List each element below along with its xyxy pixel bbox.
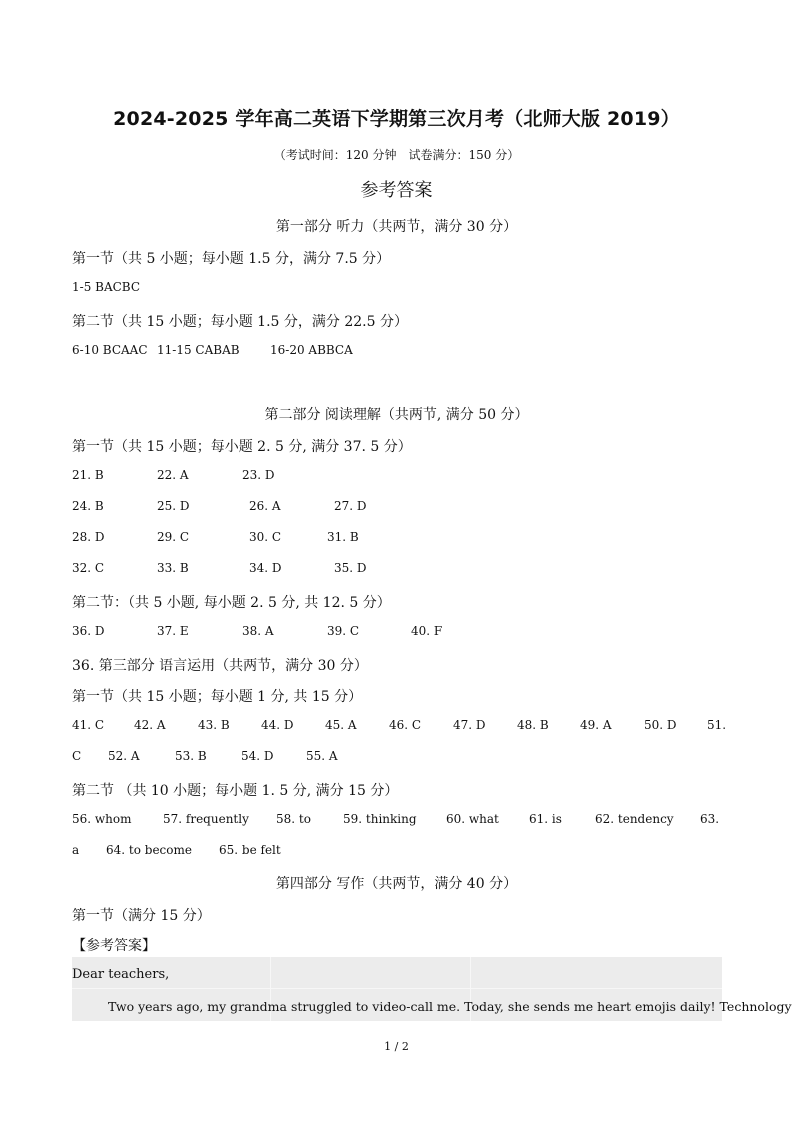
answer-item: 48. B [517,718,549,732]
answer-item: 59. thinking [343,812,417,826]
answer-item: 43. B [198,718,230,732]
answer-item: 62. tendency [595,812,674,826]
essay-line: Two years ago, my grandma struggled to video-call me. Today, she sends me heart emojis daily! Technology [108,999,792,1014]
part2-heading: 第二部分 阅读理解（共两节, 满分 50 分） [264,407,529,423]
answer-item: 28. D [72,530,105,544]
answer-item: 29. C [157,530,190,544]
answer-item: 33. B [157,561,189,575]
answer-item: 23. D [242,468,275,482]
exam-info: （考试时间：120 分钟 试卷满分：150 分） [273,148,520,162]
answer-item: 64. to become [106,843,192,857]
answer-item: 42. A [134,718,166,732]
answer-item: 45. A [325,718,357,732]
answer-heading: 参考答案 [360,180,433,201]
answer-item: a [72,843,80,857]
part4-heading: 第四部分 写作（共两节，满分 40 分） [275,876,518,892]
answer-item: 40. F [411,624,443,638]
part2-section1-heading: 第一节（共 15 小题；每小题 2. 5 分, 满分 37. 5 分） [72,439,412,455]
answer-item: 35. D [334,561,367,575]
essay-salutation: Dear teachers, [72,967,170,982]
part1-section2-heading: 第二节（共 15 小题；每小题 1.5 分，满分 22.5 分） [72,314,408,330]
answer-item: 51. [707,718,727,732]
reference-answer-label: 【参考答案】 [72,938,156,954]
answer-item: 56. whom [72,812,132,826]
answer-item: 53. B [175,749,207,763]
part2-section2-heading: 第二节：（共 5 小题, 每小题 2. 5 分, 共 12. 5 分） [72,595,391,611]
part3-section2-heading: 第二节 （共 10 小题；每小题 1. 5 分, 满分 15 分） [72,783,399,799]
document-title: 2024-2025 学年高二英语下学期第三次月考（北师大版 2019） [113,108,680,130]
answer-item: 49. A [580,718,612,732]
answer-group: 16-20 ABBCA [270,343,353,357]
part3-heading: 36. 第三部分 语言运用（共两节，满分 30 分） [72,658,368,674]
answer-item: 30. C [249,530,282,544]
answer-item: 65. be felt [219,843,281,857]
part3-section1-heading: 第一节（共 15 小题；每小题 1 分, 共 15 分） [72,689,363,705]
answer-item: 60. what [446,812,499,826]
answer-group: 11-15 CABAB [157,343,240,357]
answer-item: 54. D [241,749,274,763]
page-number: 1 / 2 [384,1040,409,1053]
answer-item: 25. D [157,499,190,513]
answer-item: 61. is [529,812,562,826]
answer-item: 41. C [72,718,105,732]
answer-item: 32. C [72,561,105,575]
answer-item: 50. D [644,718,677,732]
part4-section1-heading: 第一节（满分 15 分） [72,908,211,924]
box-row-separator [72,988,722,989]
answer-item: 38. A [242,624,274,638]
answer-item: 55. A [306,749,338,763]
answer-group: 6-10 BCAAC [72,343,148,357]
answer-item: 47. D [453,718,486,732]
answer-item: 26. A [249,499,281,513]
part1-section1-answers: 1-5 BACBC [72,280,141,294]
answer-item: 37. E [157,624,189,638]
answer-item: 36. D [72,624,105,638]
part1-heading: 第一部分 听力（共两节，满分 30 分） [275,219,518,235]
answer-item: C [72,749,82,763]
answer-item: 46. C [389,718,422,732]
answer-item: 21. B [72,468,104,482]
answer-item: 39. C [327,624,360,638]
answer-item: 24. B [72,499,104,513]
answer-item: 58. to [276,812,311,826]
answer-item: 57. frequently [163,812,249,826]
answer-item: 44. D [261,718,294,732]
answer-item: 31. B [327,530,359,544]
answer-item: 34. D [249,561,282,575]
answer-item: 52. A [108,749,140,763]
answer-item: 63. [700,812,720,826]
part1-section1-heading: 第一节（共 5 小题；每小题 1.5 分，满分 7.5 分） [72,251,391,267]
answer-item: 22. A [157,468,189,482]
answer-item: 27. D [334,499,367,513]
